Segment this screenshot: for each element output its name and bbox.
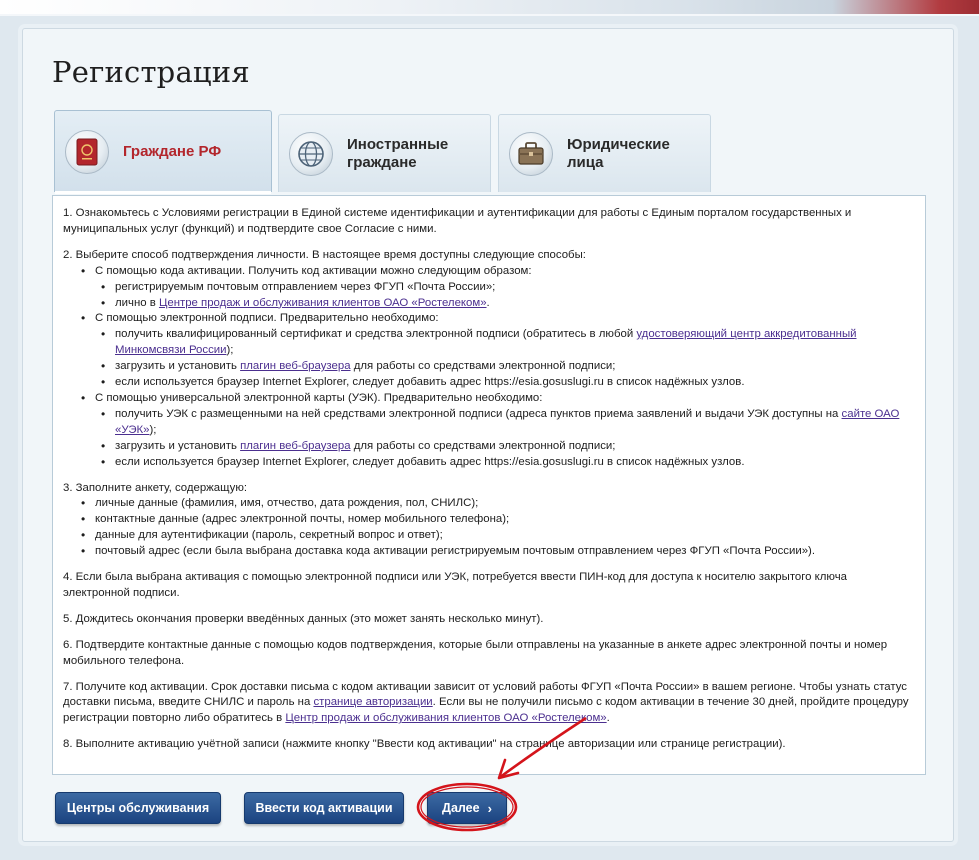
step-3-intro: 3. Заполните анкету, содержащую: [63,481,248,494]
text: . Если вы не получили письмо с кодом активации в течение 30 дней, пройдите процедуру регистрации повторно либо обратитесь в [63,696,909,725]
method-list [63,264,915,471]
tab-citizens[interactable] [54,110,272,192]
step-2 [63,248,915,471]
text: для работы со средствами электронной подписи; [350,360,616,373]
method-uec-card-items [63,407,915,471]
list-item: • личные данные (фамилия, имя, отчество, дата рождения, пол, СНИЛС); [95,496,915,512]
service-centers-button-label: Центры обслуживания [66,801,210,815]
uec-site-link[interactable]: сайте ОАО «УЭК» [115,407,900,436]
tab-foreign-citizens[interactable] [278,114,491,192]
instructions-content [52,195,926,775]
tab-legal-entities[interactable] [498,114,711,192]
tab-foreign-citizens-label: Иностранные граждане [347,135,449,171]
next-button[interactable] [427,792,507,824]
text: загрузить и установить [115,439,241,452]
rostelecom-centers-link-2[interactable]: Центр продаж и обслуживания клиентов ОАО «Ростелеком» [285,712,607,725]
step-7-text [63,680,915,728]
step-2-intro: 2. Выберите способ подтверждения личности. В настоящее время доступны следующие способы: [63,248,586,261]
step-5-text: 5. Дождитесь окончания проверки введённых данных (это может занять несколько минут). [63,612,544,625]
tab-citizens-label: Граждане РФ [123,142,222,160]
text: для работы со средствами электронной подписи; [350,439,616,452]
step-8-text: 8. Выполните активацию учётной записи (нажмите кнопку "Ввести код активации" на странице авторизации или странице регистрации). [63,738,786,751]
briefcase-icon [509,132,553,176]
enter-activation-code-button-label: Ввести код активации [255,801,393,815]
list-item: • данные для аутентификации (пароль, секретный вопрос и ответ); [95,528,915,544]
text: ); [149,423,157,436]
text: загрузить и установить [115,360,241,373]
list-item [115,439,915,455]
method-electronic-signature-items [63,327,915,391]
method-uec-card-title: С помощью универсальной электронной карты (УЭК). Предварительно необходимо: [95,391,543,404]
text: получить УЭК с размещенными на ней средствами электронной подписи (адреса пунктов приема заявлений и выдачи УЭК доступны на [115,407,842,420]
chevron-right-icon: › [487,800,492,816]
list-item: • если используется браузер Internet Explorer, следует добавить адрес https://esia.gosuslugi.ru в список надёжных узлов. [115,455,915,471]
list-item [115,327,915,359]
method-electronic-signature-title: С помощью электронной подписи. Предварительно необходимо: [95,312,439,325]
text: . [486,296,490,309]
method-uec-card [95,391,915,471]
text: лично в [115,296,159,309]
auth-page-link[interactable]: странице авторизации [313,696,433,709]
list-item: • почтовый адрес (если была выбрана доставка кода активации регистрируемым почтовым отправлением через ФГУП «Почта России»). [95,544,915,560]
list-item: • контактные данные (адрес электронной почты, номер мобильного телефона); [95,512,915,528]
text: . [606,712,610,725]
list-item [115,407,915,439]
list-item [115,296,915,312]
method-activation-code-items [63,280,915,312]
enter-activation-code-button[interactable] [244,792,404,824]
method-electronic-signature [95,311,915,391]
method-activation-code [95,264,915,312]
form-fields-list [63,496,915,560]
step-1-text: 1. Ознакомьтесь с Условиями регистрации в Единой системе идентификации и аутентификации для работы с Единым порталом государственных и муниципальных услуг (функций) и подтвердите свое Согласие с ними. [63,207,852,235]
service-centers-button[interactable] [55,792,221,824]
browser-plugin-link-2[interactable]: плагин веб-браузера [240,439,351,452]
globe-icon [289,132,333,176]
step-6-text: 6. Подтвердите контактные данные с помощью кодов подтверждения, которые были отправлены на указанные в анкете адрес электронной почты и номер мобильного телефона. [63,638,888,667]
tab-legal-entities-label: Юридические лица [567,135,670,171]
next-button-label: Далее [442,801,480,815]
step-4-text: 4. Если была выбрана активация с помощью электронной подписи или УЭК, потребуется ввести ПИН-код для доступа к носителю закрытого ключа электронной подписи. [63,571,847,599]
browser-plugin-link[interactable]: плагин веб-браузера [240,360,351,373]
method-activation-code-title: С помощью кода активации. Получить код активации можно следующим образом: [95,264,532,277]
list-item [115,359,915,375]
step-3 [63,481,915,561]
text: получить квалифицированный сертификат и средства электронной подписи (обратитесь в любой [115,328,637,341]
certification-center-link[interactable]: удостоверяющий центр аккредитованный Минкомсвязи России [115,328,857,357]
text: 7. Получите код активации. Срок доставки письма с кодом активации зависит от условий работы ФГУП «Почта России» в вашем регионе. Чтобы узнать статус доставки письма, введите СНИЛС и пароль на [63,680,907,709]
page-title: Регистрация [52,55,250,89]
rostelecom-centers-link[interactable]: Центре продаж и обслуживания клиентов ОАО «Ростелеком» [158,296,487,309]
header-divider [0,14,979,16]
passport-icon [65,130,109,174]
list-item: • регистрируемым почтовым отправлением через ФГУП «Почта России»; [115,280,915,296]
list-item: • если используется браузер Internet Explorer, следует добавить адрес https://esia.gosuslugi.ru в список надёжных узлов. [115,375,915,391]
text: ); [226,344,234,357]
